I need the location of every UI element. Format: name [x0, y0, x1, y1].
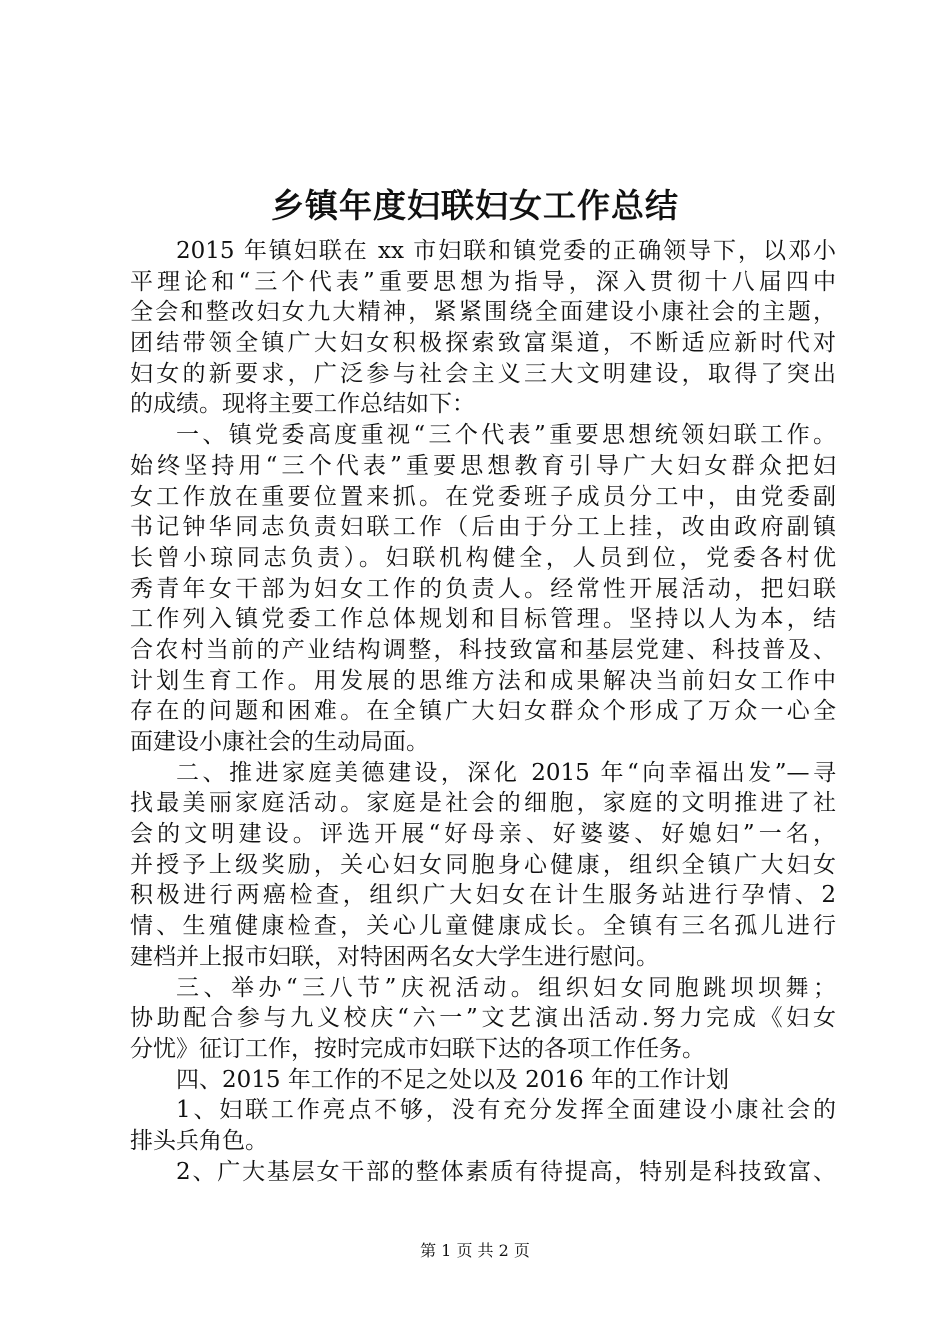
body-line: 四、2015 年工作的不足之处以及 2016 年的工作计划	[176, 1066, 729, 1093]
body-line: 排头兵角色。	[130, 1127, 268, 1154]
document-body	[130, 236, 836, 1187]
body-line: 团结带领全镇广大妇女积极探索致富渠道，不断适应新时代对	[130, 330, 836, 357]
body-line: 书记钟华同志负责妇联工作（后由于分工上挂，改由政府副镇	[130, 514, 836, 541]
body-line: 找最美丽家庭活动。家庭是社会的细胞，家庭的文明推进了社	[130, 790, 836, 817]
body-line: 长曾小琼同志负责）。妇联机构健全，人员到位，党委各村优	[130, 544, 836, 571]
body-line: 建档并上报市妇联，对特困两名女大学生进行慰问。	[130, 943, 659, 970]
body-line: 合农村当前的产业结构调整，科技致富和基层党建、科技普及、	[130, 636, 836, 663]
body-line: 平理论和“三个代表”重要思想为指导，深入贯彻十八届四中	[130, 268, 836, 295]
body-line: 2015 年镇妇联在 xx 市妇联和镇党委的正确领导下，以邓小	[176, 238, 836, 264]
body-line: 工作列入镇党委工作总体规划和目标管理。坚持以人为本，结	[130, 606, 836, 633]
body-line: 积极进行两癌检查，组织广大妇女在计生服务站进行孕情、2	[130, 882, 836, 909]
body-line: 会的文明建设。评选开展“好母亲、好婆婆、好媳妇”一名，	[130, 821, 836, 848]
body-line: 情、生殖健康检查，关心儿童健康成长。全镇有三名孤儿进行	[130, 913, 836, 940]
body-line: 女工作放在重要位置来抓。在党委班子成员分工中，由党委副	[130, 483, 836, 510]
body-line: 全会和整改妇女九大精神，紧紧围绕全面建设小康社会的主题，	[130, 299, 836, 326]
body-line: 2、广大基层女干部的整体素质有待提高，特别是科技致富、	[176, 1158, 836, 1185]
body-line: 存在的问题和困难。在全镇广大妇女群众个形成了万众一心全	[130, 698, 836, 725]
body-line: 妇女的新要求，广泛参与社会主义三大文明建设，取得了突出	[130, 360, 836, 387]
page-footer: 第 1 页 共 2 页	[420, 1241, 530, 1260]
body-line: 协助配合参与九义校庆“六一”文艺演出活动.努力完成《妇女	[130, 1005, 836, 1032]
body-line: 始终坚持用“三个代表”重要思想教育引导广大妇女群众把妇	[130, 452, 836, 479]
body-line: 二、推进家庭美德建设，深化 2015 年“向幸福出发”—寻	[176, 759, 836, 786]
body-line: 一、镇党委高度重视“三个代表”重要思想统领妇联工作。	[176, 422, 836, 449]
body-line: 并授予上级奖励，关心妇女同胞身心健康，组织全镇广大妇女	[130, 851, 836, 878]
body-line: 计划生育工作。用发展的思维方法和成果解决当前妇女工作中	[130, 667, 836, 694]
body-line: 1、妇联工作亮点不够，没有充分发挥全面建设小康社会的	[176, 1097, 836, 1124]
body-line: 分忧》征订工作，按时完成市妇联下达的各项工作任务。	[130, 1035, 705, 1062]
document-title: 乡镇年度妇联妇女工作总结	[271, 186, 679, 225]
body-line: 的成绩。现将主要工作总结如下：	[130, 391, 475, 418]
body-line: 秀青年女干部为妇女工作的负责人。经常性开展活动，把妇联	[130, 575, 836, 602]
body-line: 面建设小康社会的生动局面。	[130, 729, 429, 755]
body-line: 三、举办“三八节”庆祝活动。组织妇女同胞跳坝坝舞；	[176, 974, 836, 1001]
